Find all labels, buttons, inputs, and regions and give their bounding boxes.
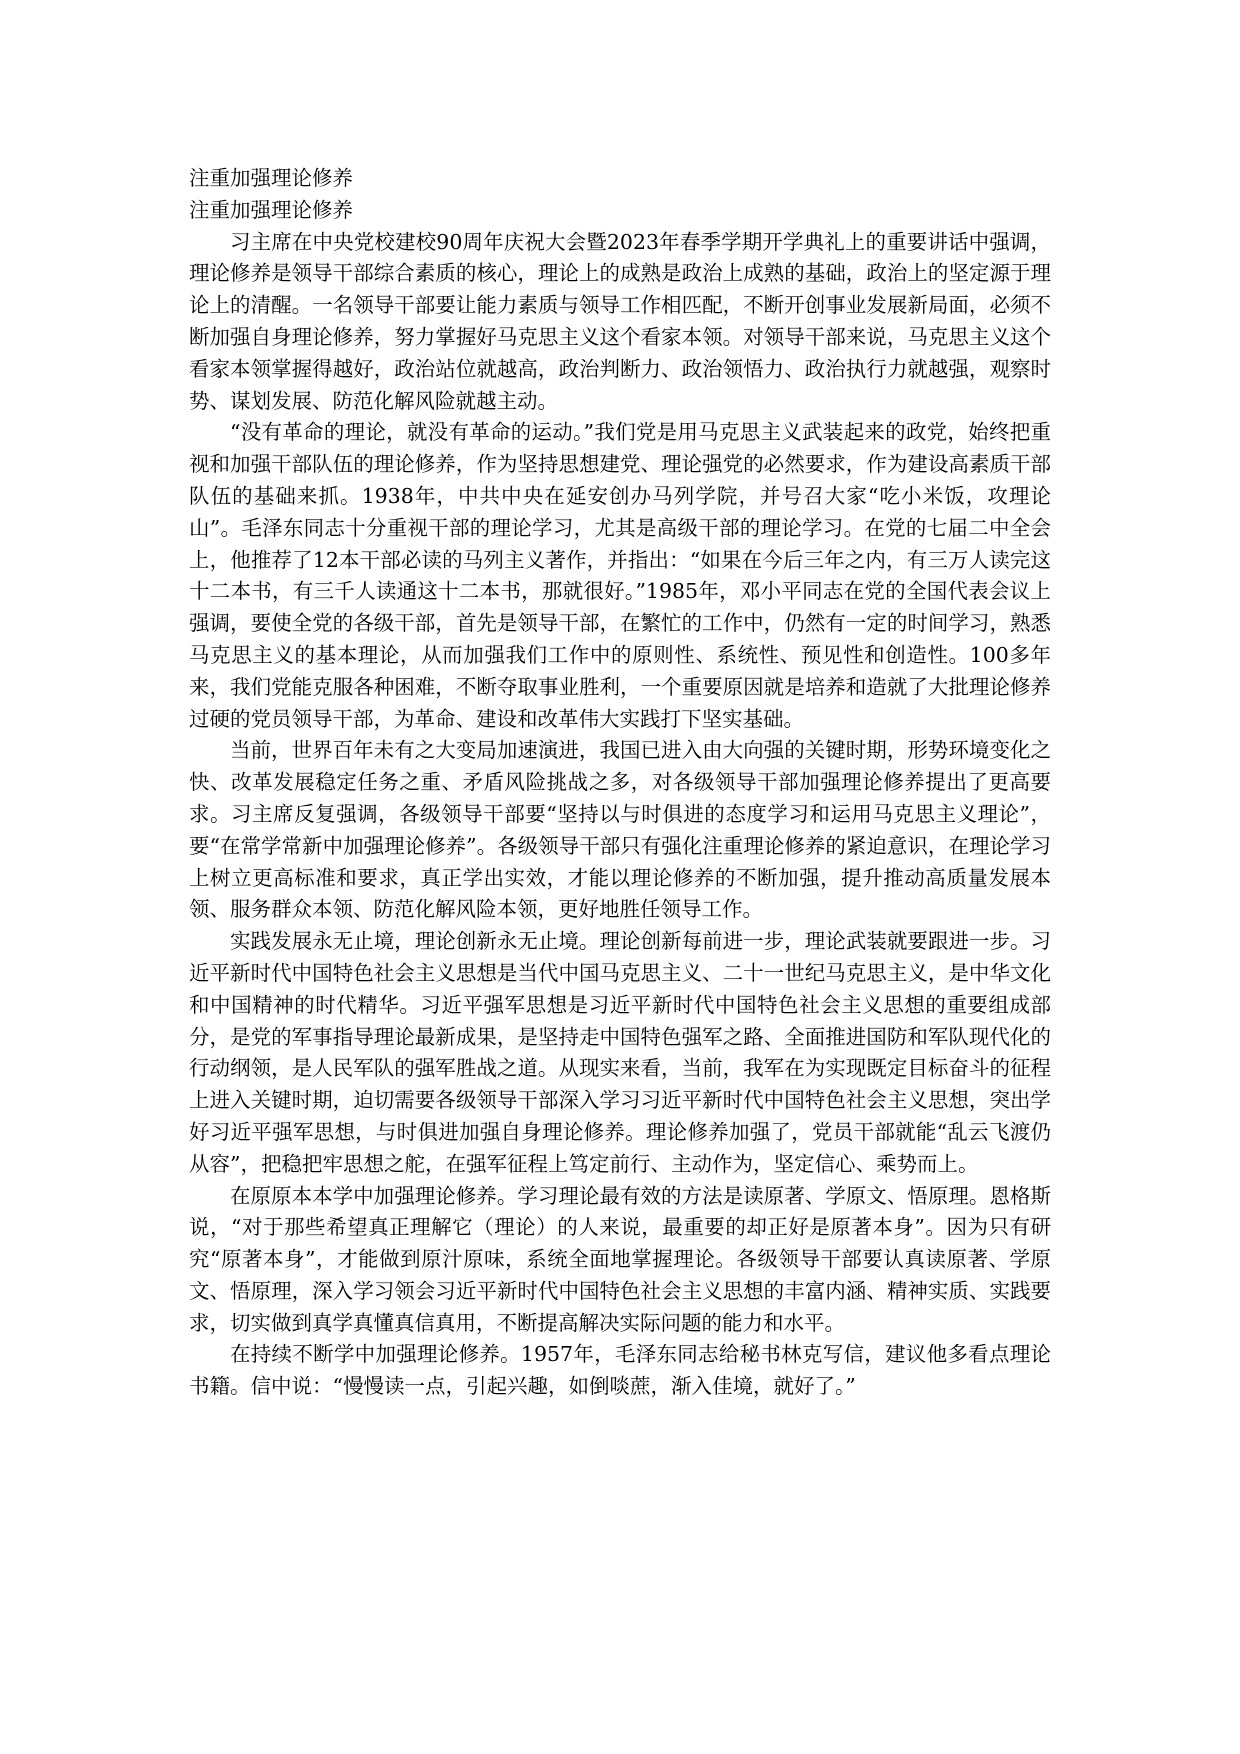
document-body <box>189 163 1051 1403</box>
paragraph-2: “没有革命的理论，就没有革命的运动。”我们党是用马克思主义武装起来的政党，始终把重视和加强干部队伍的理论修养，作为坚持思想建党、理论强党的必然要求，作为建设高素质干部队伍的基础来抓。1938年，中共中央在延安创办马列学院，并号召大家“吃小米饭，攻理论山”。毛泽东同志十分重视干部的理论学习，尤其是高级干部的理论学习。在党的七届二中全会上，他推荐了12本干部必读的马列主义著作，并指出：“如果在今后三年之内，有三万人读完这十二本书，有三千人读通这十二本书，那就很好。”1985年，邓小平同志在党的全国代表会议上强调，要使全党的各级干部，首先是领导干部，在繁忙的工作中，仍然有一定的时间学习，熟悉马克思主义的基本理论，从而加强我们工作中的原则性、系统性、预见性和创造性。100多年来，我们党能克服各种困难，不断夺取事业胜利，一个重要原因就是培养和造就了大批理论修养过硬的党员领导干部，为革命、建设和改革伟大实践打下坚实基础。 <box>189 420 1051 731</box>
document-subtitle: 注重加强理论修养 <box>189 197 353 222</box>
paragraph-5: 在原原本本学中加强理论修养。学习理论最有效的方法是读原著、学原文、悟原理。恩格斯说，“对于那些希望真正理解它（理论）的人来说，最重要的却正好是原著本身”。因为只有研究“原著本身”，才能做到原汁原味，系统全面地掌握理论。各级领导干部要认真读原著、学原文、悟原理，深入学习领会习近平新时代中国特色社会主义思想的丰富内涵、精神实质、实践要求，切实做到真学真懂真信真用，不断提高解决实际问题的能力和水平。 <box>189 1183 1051 1335</box>
paragraph-6: 在持续不断学中加强理论修养。1957年，毛泽东同志给秘书林克写信，建议他多看点理论书籍。信中说：“慢慢读一点，引起兴趣，如倒啖蔗，渐入佳境，就好了。” <box>189 1342 1051 1399</box>
paragraph-3: 当前，世界百年未有之大变局加速演进，我国已进入由大向强的关键时期，形势环境变化之快、改革发展稳定任务之重、矛盾风险挑战之多，对各级领导干部加强理论修养提出了更高要求。习主席反复强调，各级领导干部要“坚持以与时俱进的态度学习和运用马克思主义理论”，要“在常学常新中加强理论修养”。各级领导干部只有强化注重理论修养的紧迫意识，在理论学习上树立更高标准和要求，真正学出实效，才能以理论修养的不断加强，提升推动高质量发展本领、服务群众本领、防范化解风险本领，更好地胜任领导工作。 <box>189 738 1051 922</box>
paragraph-4: 实践发展永无止境，理论创新永无止境。理论创新每前进一步，理论武装就要跟进一步。习近平新时代中国特色社会主义思想是当代中国马克思主义、二十一世纪马克思主义，是中华文化和中国精神的时代精华。习近平强军思想是习近平新时代中国特色社会主义思想的重要组成部分，是党的军事指导理论最新成果，是坚持走中国特色强军之路、全面推进国防和军队现代化的行动纲领，是人民军队的强军胜战之道。从现实来看，当前，我军在为实现既定目标奋斗的征程上进入关键时期，迫切需要各级领导干部深入学习习近平新时代中国特色社会主义思想，突出学好习近平强军思想，与时俱进加强自身理论修养。理论修养加强了，党员干部就能“乱云飞渡仍从容”，把稳把牢思想之舵，在强军征程上笃定前行、主动作为，坚定信心、乘势而上。 <box>189 929 1051 1176</box>
document-title: 注重加强理论修养 <box>189 166 353 190</box>
paragraph-1: 习主席在中央党校建校90周年庆祝大会暨2023年春季学期开学典礼上的重要讲话中强调，理论修养是领导干部综合素质的核心，理论上的成熟是政治上成熟的基础，政治上的坚定源于理论上的清醒。一名领导干部要让能力素质与领导工作相匹配，不断开创事业发展新局面，必须不断加强自身理论修养，努力掌握好马克思主义这个看家本领。对领导干部来说，马克思主义这个看家本领掌握得越好，政治站位就越高，政治判断力、政治领悟力、政治执行力就越强，观察时势、谋划发展、防范化解风险就越主动。 <box>189 229 1051 413</box>
